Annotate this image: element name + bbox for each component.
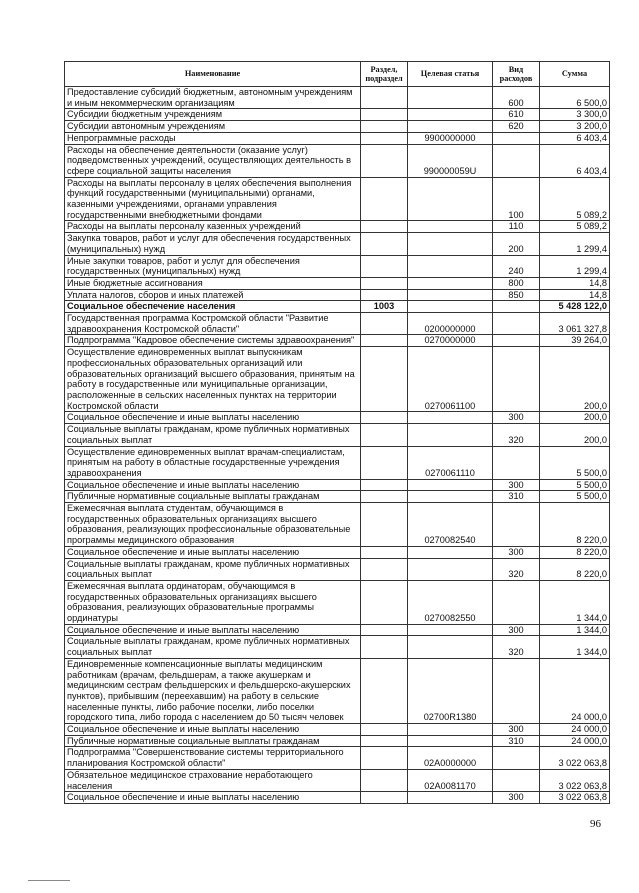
table-row xyxy=(65,479,610,491)
table-row xyxy=(65,277,610,289)
cell-target xyxy=(408,479,493,491)
cell-target xyxy=(408,177,493,221)
cell-section: 1003 xyxy=(361,301,408,313)
cell-section xyxy=(361,109,408,121)
cell-target xyxy=(408,491,493,503)
cell-name: Социальные выплаты гражданам, кроме публичных нормативных социальных выплат xyxy=(65,558,361,580)
table-row xyxy=(65,87,610,109)
cell-section xyxy=(361,624,408,636)
cell-kind: 620 xyxy=(493,121,540,133)
cell-target: 02700R1380 xyxy=(408,658,493,723)
cell-kind xyxy=(493,301,540,313)
cell-sum: 3 061 327,8 xyxy=(540,313,610,335)
cell-target xyxy=(408,289,493,301)
cell-kind xyxy=(493,769,540,791)
cell-name: Социальные выплаты гражданам, кроме публичных нормативных социальных выплат xyxy=(65,424,361,446)
cell-section xyxy=(361,424,408,446)
table-row xyxy=(65,233,610,255)
cell-sum: 200,0 xyxy=(540,424,610,446)
cell-name: Социальное обеспечение и иные выплаты населению xyxy=(65,412,361,424)
cell-kind xyxy=(493,347,540,412)
table-row xyxy=(65,792,610,804)
cell-section xyxy=(361,335,408,347)
table-row xyxy=(65,144,610,177)
cell-target xyxy=(408,546,493,558)
cell-section xyxy=(361,735,408,747)
cell-section xyxy=(361,177,408,221)
cell-section xyxy=(361,87,408,109)
table-row xyxy=(65,121,610,133)
cell-sum: 3 300,0 xyxy=(540,109,610,121)
table-row xyxy=(65,335,610,347)
cell-kind: 610 xyxy=(493,109,540,121)
header-target: Целевая статья xyxy=(408,62,493,87)
table-body xyxy=(65,87,610,804)
cell-kind xyxy=(493,747,540,769)
cell-target: 0200000000 xyxy=(408,313,493,335)
cell-target xyxy=(408,636,493,658)
cell-kind: 320 xyxy=(493,424,540,446)
cell-target xyxy=(408,424,493,446)
cell-sum: 8 220,0 xyxy=(540,546,610,558)
cell-kind: 300 xyxy=(493,792,540,804)
cell-target: 0270000000 xyxy=(408,335,493,347)
table-row xyxy=(65,313,610,335)
cell-target xyxy=(408,412,493,424)
cell-name: Ежемесячная выплата студентам, обучающимся в государственных образовательных организациях высшего образования, реализующих профессиональные образовательные программы медицинского образования xyxy=(65,503,361,547)
cell-section xyxy=(361,503,408,547)
cell-section xyxy=(361,747,408,769)
cell-name: Предоставление субсидий бюджетным, автономным учреждениям и иным некоммерческим организациям xyxy=(65,87,361,109)
cell-section xyxy=(361,313,408,335)
table-row xyxy=(65,735,610,747)
cell-section xyxy=(361,347,408,412)
cell-section xyxy=(361,479,408,491)
cell-kind: 110 xyxy=(493,221,540,233)
cell-sum: 24 000,0 xyxy=(540,724,610,736)
cell-sum: 5 500,0 xyxy=(540,491,610,503)
cell-section xyxy=(361,255,408,277)
cell-section xyxy=(361,446,408,479)
cell-name: Подпрограмма "Совершенствование системы территориального планирования Костромской области" xyxy=(65,747,361,769)
cell-kind: 310 xyxy=(493,735,540,747)
cell-sum: 8 220,0 xyxy=(540,558,610,580)
table-row xyxy=(65,221,610,233)
cell-section xyxy=(361,233,408,255)
cell-target: 0270061110 xyxy=(408,446,493,479)
cell-kind xyxy=(493,446,540,479)
cell-kind xyxy=(493,580,540,624)
cell-kind xyxy=(493,503,540,547)
cell-name: Социальное обеспечение и иные выплаты населению xyxy=(65,546,361,558)
cell-name: Осуществление единовременных выплат врачам-специалистам, принятым на работу в областные государственные учреждения здравоохранения xyxy=(65,446,361,479)
cell-section xyxy=(361,769,408,791)
cell-name: Непрограммные расходы xyxy=(65,132,361,144)
cell-name: Публичные нормативные социальные выплаты гражданам xyxy=(65,735,361,747)
cell-name: Субсидии автономным учреждениям xyxy=(65,121,361,133)
cell-name: Расходы на обеспечение деятельности (оказание услуг) подведомственных учреждений, осуществляющих деятельность в сфере социальной защиты населения xyxy=(65,144,361,177)
cell-sum: 6 403,4 xyxy=(540,132,610,144)
table-row xyxy=(65,503,610,547)
cell-target: 990000059U xyxy=(408,144,493,177)
cell-target: 02А0000000 xyxy=(408,747,493,769)
cell-name: Закупка товаров, работ и услуг для обеспечения государственных (муниципальных) нужд xyxy=(65,233,361,255)
cell-kind xyxy=(493,658,540,723)
cell-kind: 300 xyxy=(493,479,540,491)
cell-target xyxy=(408,735,493,747)
table-row xyxy=(65,546,610,558)
cell-kind xyxy=(493,335,540,347)
cell-target: 02А0081170 xyxy=(408,769,493,791)
cell-sum: 8 220,0 xyxy=(540,503,610,547)
cell-sum: 5 089,2 xyxy=(540,221,610,233)
cell-kind: 300 xyxy=(493,546,540,558)
cell-name: Государственная программа Костромской области "Развитие здравоохранения Костромской области" xyxy=(65,313,361,335)
cell-target xyxy=(408,221,493,233)
cell-sum: 1 299,4 xyxy=(540,233,610,255)
cell-name: Ежемесячная выплата ординаторам, обучающимся в государственных образовательных организациях высшего образования, реализующих образовательные программы ординатуры xyxy=(65,580,361,624)
cell-sum: 200,0 xyxy=(540,347,610,412)
cell-sum: 3 022 063,8 xyxy=(540,792,610,804)
cell-target xyxy=(408,121,493,133)
cell-sum: 5 428 122,0 xyxy=(540,301,610,313)
cell-name: Социальное обеспечение населения xyxy=(65,301,361,313)
cell-target xyxy=(408,558,493,580)
cell-name: Социальное обеспечение и иные выплаты населению xyxy=(65,624,361,636)
cell-sum: 1 344,0 xyxy=(540,580,610,624)
page-number: 96 xyxy=(590,818,601,830)
cell-kind: 600 xyxy=(493,87,540,109)
cell-name: Расходы на выплаты персоналу в целях обеспечения выполнения функций государственными (муниципальными) органами, казенными учреждениями, органами управления государственными внебюджетными фондами xyxy=(65,177,361,221)
cell-section xyxy=(361,580,408,624)
table-row xyxy=(65,558,610,580)
cell-sum: 14,8 xyxy=(540,289,610,301)
cell-section xyxy=(361,792,408,804)
cell-section xyxy=(361,277,408,289)
cell-sum: 3 022 063,8 xyxy=(540,747,610,769)
cell-name: Единовременные компенсационные выплаты медицинским работникам (врачам, фельдшерам, а также акушеркам и медицинским сестрам фельдшерских и фельдшерско-акушерских пунктов), прибывшим (переехавшим) на работу в сельские населенные пункты, либо рабочие поселки, либо поселки городского типа, либо города с населением до 50 тысяч человек xyxy=(65,658,361,723)
cell-sum: 5 500,0 xyxy=(540,479,610,491)
cell-target xyxy=(408,255,493,277)
cell-name: Социальные выплаты гражданам, кроме публичных нормативных социальных выплат xyxy=(65,636,361,658)
cell-target xyxy=(408,301,493,313)
table-row xyxy=(65,624,610,636)
cell-sum: 3 022 063,8 xyxy=(540,769,610,791)
table-row xyxy=(65,580,610,624)
cell-target: 0270061100 xyxy=(408,347,493,412)
table-row xyxy=(65,769,610,791)
cell-target xyxy=(408,792,493,804)
cell-name: Иные бюджетные ассигнования xyxy=(65,277,361,289)
table-row xyxy=(65,636,610,658)
table-row xyxy=(65,491,610,503)
cell-section xyxy=(361,132,408,144)
cell-kind xyxy=(493,313,540,335)
cell-sum: 3 200,0 xyxy=(540,121,610,133)
table-row xyxy=(65,747,610,769)
cell-kind: 800 xyxy=(493,277,540,289)
cell-section xyxy=(361,221,408,233)
cell-name: Социальное обеспечение и иные выплаты населению xyxy=(65,724,361,736)
cell-sum: 1 299,4 xyxy=(540,255,610,277)
table-row xyxy=(65,658,610,723)
cell-name: Социальное обеспечение и иные выплаты населению xyxy=(65,479,361,491)
cell-target xyxy=(408,724,493,736)
header-name: Наименование xyxy=(65,62,361,87)
cell-section xyxy=(361,491,408,503)
cell-sum: 24 000,0 xyxy=(540,735,610,747)
cell-kind: 100 xyxy=(493,177,540,221)
cell-section xyxy=(361,636,408,658)
table-row xyxy=(65,109,610,121)
cell-target xyxy=(408,233,493,255)
cell-kind: 320 xyxy=(493,558,540,580)
cell-target xyxy=(408,624,493,636)
cell-sum: 6 500,0 xyxy=(540,87,610,109)
table-row xyxy=(65,301,610,313)
cell-sum: 14,8 xyxy=(540,277,610,289)
cell-sum: 5 500,0 xyxy=(540,446,610,479)
table-row xyxy=(65,177,610,221)
cell-kind: 300 xyxy=(493,724,540,736)
cell-target xyxy=(408,87,493,109)
cell-kind: 850 xyxy=(493,289,540,301)
cell-sum: 200,0 xyxy=(540,412,610,424)
cell-target xyxy=(408,277,493,289)
cell-target: 9900000000 xyxy=(408,132,493,144)
cell-sum: 1 344,0 xyxy=(540,624,610,636)
cell-kind xyxy=(493,144,540,177)
cell-target xyxy=(408,109,493,121)
table-row xyxy=(65,289,610,301)
cell-name: Уплата налогов, сборов и иных платежей xyxy=(65,289,361,301)
cell-section xyxy=(361,724,408,736)
cell-kind: 200 xyxy=(493,233,540,255)
cell-section xyxy=(361,412,408,424)
table-row xyxy=(65,255,610,277)
cell-sum: 5 089,2 xyxy=(540,177,610,221)
cell-name: Подпрограмма "Кадровое обеспечение системы здравоохранения" xyxy=(65,335,361,347)
table-header-row xyxy=(65,62,610,87)
cell-kind: 300 xyxy=(493,624,540,636)
cell-kind xyxy=(493,132,540,144)
cell-kind: 300 xyxy=(493,412,540,424)
cell-section xyxy=(361,546,408,558)
cell-name: Субсидии бюджетным учреждениям xyxy=(65,109,361,121)
table-row xyxy=(65,446,610,479)
cell-sum: 39 264,0 xyxy=(540,335,610,347)
header-section: Раздел, подраздел xyxy=(361,62,408,87)
table-row xyxy=(65,347,610,412)
cell-section xyxy=(361,289,408,301)
cell-target: 0270082550 xyxy=(408,580,493,624)
cell-section xyxy=(361,658,408,723)
table-row xyxy=(65,724,610,736)
header-sum: Сумма xyxy=(540,62,610,87)
cell-section xyxy=(361,144,408,177)
table-row xyxy=(65,412,610,424)
cell-sum: 24 000,0 xyxy=(540,658,610,723)
cell-section xyxy=(361,121,408,133)
cell-name: Публичные нормативные социальные выплаты гражданам xyxy=(65,491,361,503)
header-kind: Вид расходов xyxy=(493,62,540,87)
cell-sum: 6 403,4 xyxy=(540,144,610,177)
cell-sum: 1 344,0 xyxy=(540,636,610,658)
cell-name: Иные закупки товаров, работ и услуг для обеспечения государственных (муниципальных) нужд xyxy=(65,255,361,277)
cell-name: Осуществление единовременных выплат выпускникам профессиональных образовательных организаций или образовательных организаций высшего образования, принятым на работу в государственные или муниципальные организации, расположенные в сельских населенных пунктах на территории Костромской области xyxy=(65,347,361,412)
cell-kind: 240 xyxy=(493,255,540,277)
cell-section xyxy=(361,558,408,580)
cell-kind: 320 xyxy=(493,636,540,658)
table-row xyxy=(65,424,610,446)
cell-kind: 310 xyxy=(493,491,540,503)
footer-divider xyxy=(28,880,70,881)
cell-target: 0270082540 xyxy=(408,503,493,547)
table-row xyxy=(65,132,610,144)
cell-name: Социальное обеспечение и иные выплаты населению xyxy=(65,792,361,804)
cell-name: Обязательное медицинское страхование неработающего населения xyxy=(65,769,361,791)
budget-table xyxy=(64,61,610,804)
cell-name: Расходы на выплаты персоналу казенных учреждений xyxy=(65,221,361,233)
